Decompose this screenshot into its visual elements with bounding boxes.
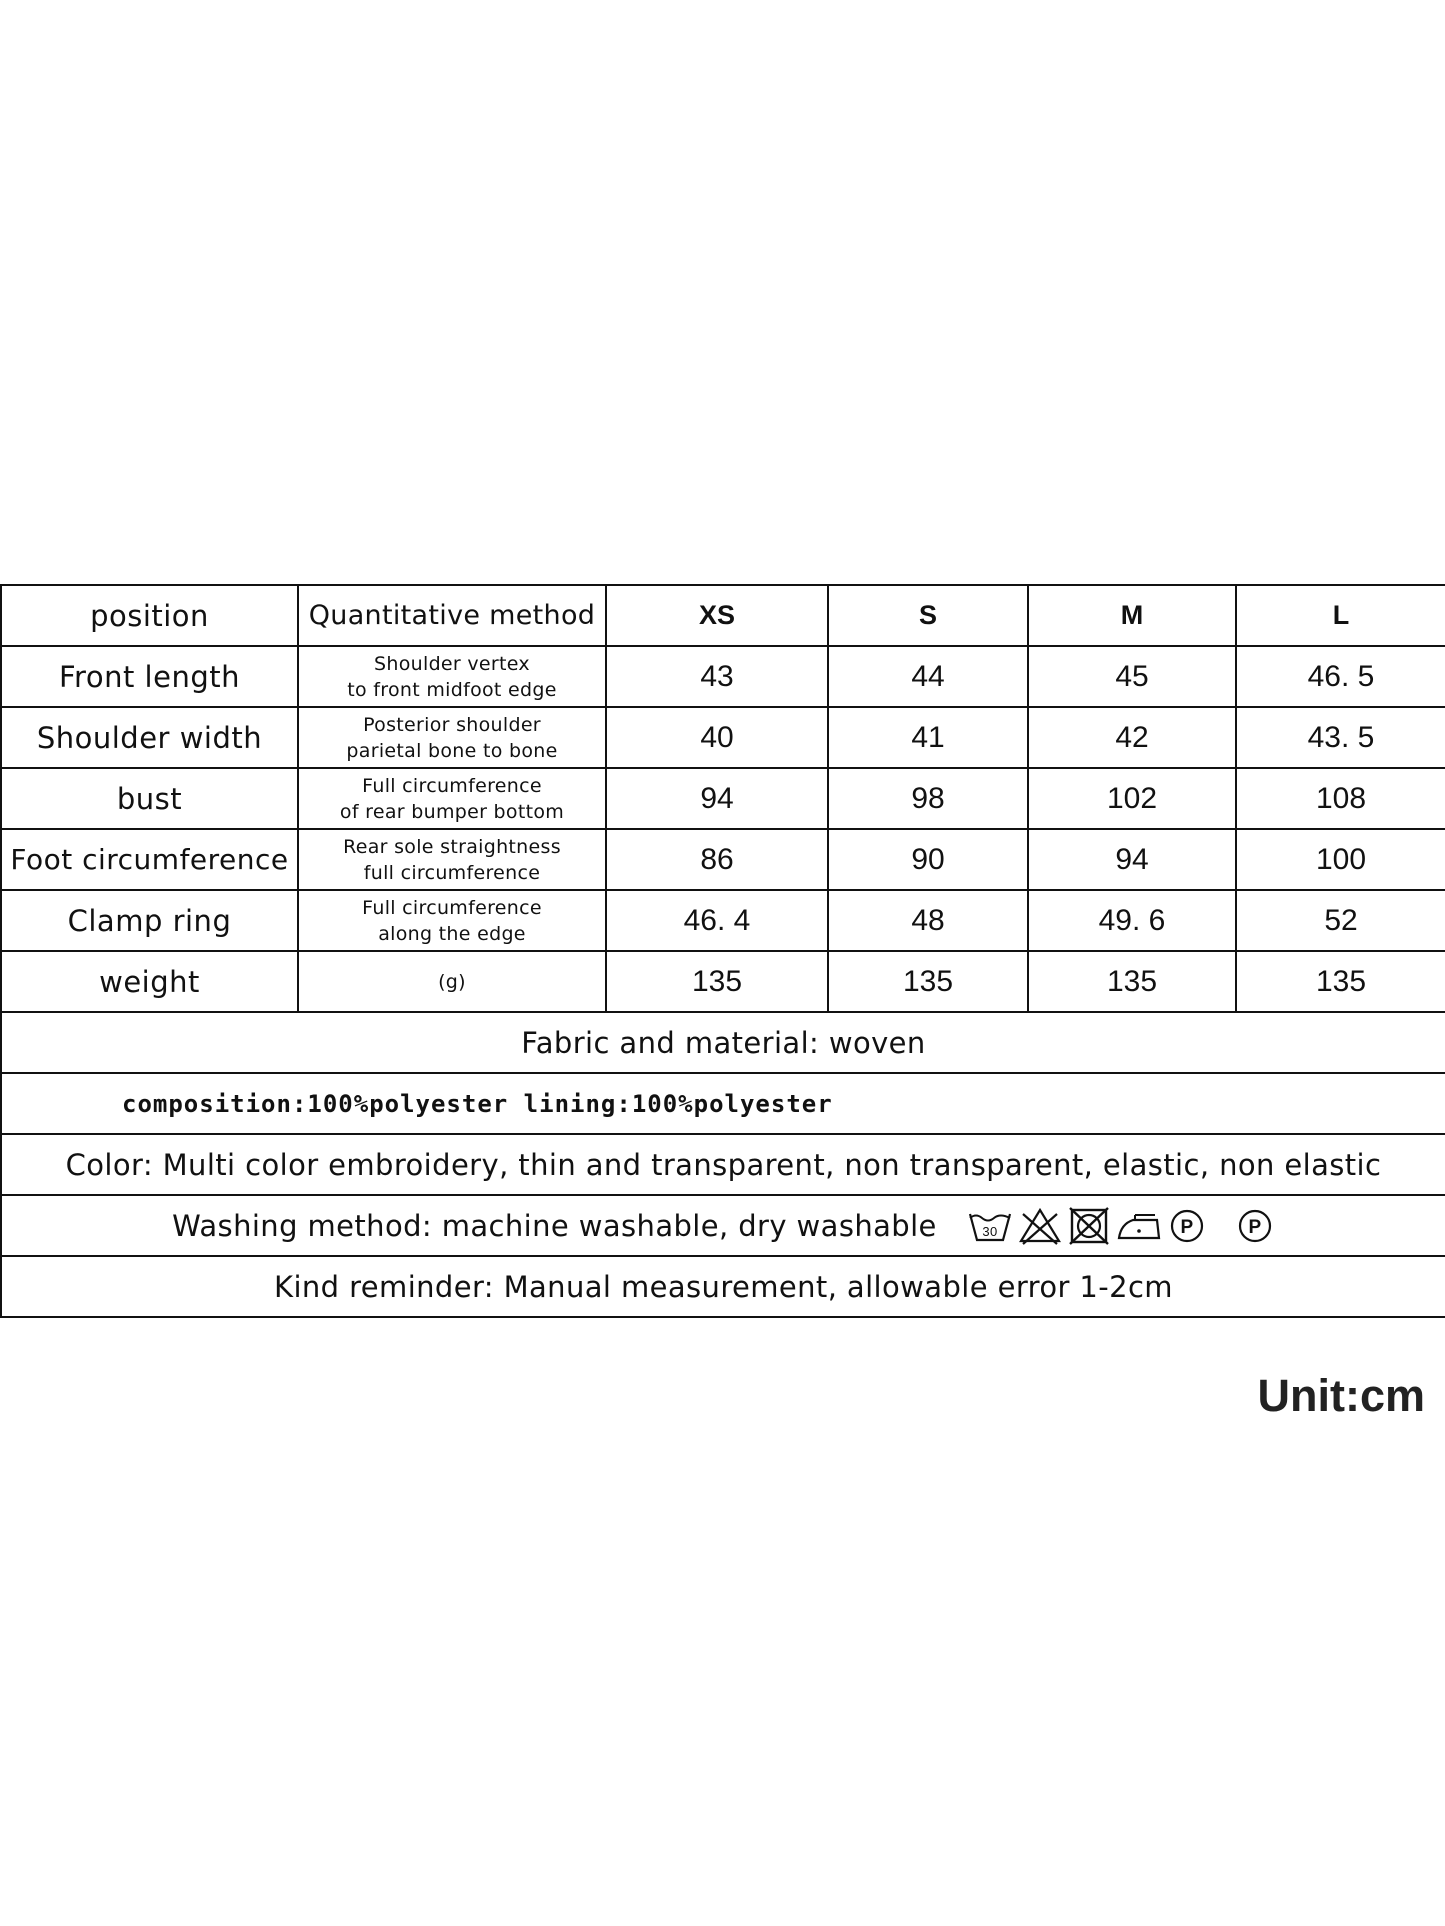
method-line: Full circumference [362,896,542,919]
unit-label: Unit:cm [1257,1370,1425,1421]
row-method [298,646,606,707]
reminder-text: Kind reminder: Manual measurement, allowable error 1-2cm [1,1256,1445,1317]
value-m: 135 [1028,951,1236,1012]
value-s: 135 [828,951,1028,1012]
value-s: 90 [828,829,1028,890]
value-l: 135 [1236,951,1445,1012]
value-l: 52 [1236,890,1445,951]
iron-icon [1115,1206,1163,1246]
washing-row [1,1195,1445,1256]
dry-clean-p-icon [1167,1206,1207,1246]
row-method [298,951,606,1012]
row-position: Foot circumference [1,829,298,890]
wash-30-icon [967,1206,1013,1246]
composition-row [1,1073,1445,1134]
value-s: 48 [828,890,1028,951]
value-m: 45 [1028,646,1236,707]
value-xs: 94 [606,768,828,829]
composition-text: composition:100%polyester lining:100%polyester [1,1073,1445,1134]
value-l: 46. 5 [1236,646,1445,707]
table-row [1,768,1445,829]
table-row [1,646,1445,707]
method-line: of rear bumper bottom [339,800,565,823]
fabric-row [1,1012,1445,1073]
value-m: 42 [1028,707,1236,768]
no-tumble-dry-icon [1067,1206,1111,1246]
reminder-row [1,1256,1445,1317]
method-line: Rear sole straightness [343,835,561,858]
table-row [1,951,1445,1012]
header-size-xs: XS [606,585,828,646]
value-xs: 43 [606,646,828,707]
value-l: 43. 5 [1236,707,1445,768]
method-line: along the edge [378,922,526,945]
value-xs: 40 [606,707,828,768]
color-text: Color: Multi color embroidery, thin and transparent, non transparent, elastic, non elastic [1,1134,1445,1195]
row-position: Shoulder width [1,707,298,768]
header-method: Quantitative method [298,585,606,646]
table-header-row [1,585,1445,646]
fabric-text: Fabric and material: woven [1,1012,1445,1073]
header-position: position [1,585,298,646]
color-row [1,1134,1445,1195]
washing-cell [1,1195,1445,1256]
row-position: Clamp ring [1,890,298,951]
row-method [298,768,606,829]
value-m: 102 [1028,768,1236,829]
dry-clean-p-icon [1235,1206,1275,1246]
header-size-l: L [1236,585,1445,646]
row-method [298,829,606,890]
method-line: parietal bone to bone [346,739,558,762]
method-line: (g) [438,970,466,993]
svg-text:P: P [1180,1216,1194,1238]
value-xs: 135 [606,951,828,1012]
header-size-m: M [1028,585,1236,646]
method-line: full circumference [363,861,541,884]
value-xs: 46. 4 [606,890,828,951]
value-s: 44 [828,646,1028,707]
value-s: 41 [828,707,1028,768]
table-row [1,890,1445,951]
size-table [0,584,1445,1318]
method-line: to front midfoot edge [347,678,557,701]
svg-text:P: P [1248,1216,1262,1238]
value-m: 94 [1028,829,1236,890]
value-m: 49. 6 [1028,890,1236,951]
value-l: 108 [1236,768,1445,829]
header-size-s: S [828,585,1028,646]
value-l: 100 [1236,829,1445,890]
care-icons [967,1206,1275,1246]
method-line: Full circumference [362,774,542,797]
method-line: Posterior shoulder [363,713,541,736]
method-line: Shoulder vertex [374,652,530,675]
row-method [298,707,606,768]
table-row [1,829,1445,890]
no-bleach-icon [1017,1206,1063,1246]
value-xs: 86 [606,829,828,890]
svg-text:30: 30 [982,1223,998,1239]
value-s: 98 [828,768,1028,829]
row-position: Front length [1,646,298,707]
table-row [1,707,1445,768]
washing-text: Washing method: machine washable, dry washable [172,1208,937,1243]
row-method [298,890,606,951]
row-position: weight [1,951,298,1012]
row-position: bust [1,768,298,829]
